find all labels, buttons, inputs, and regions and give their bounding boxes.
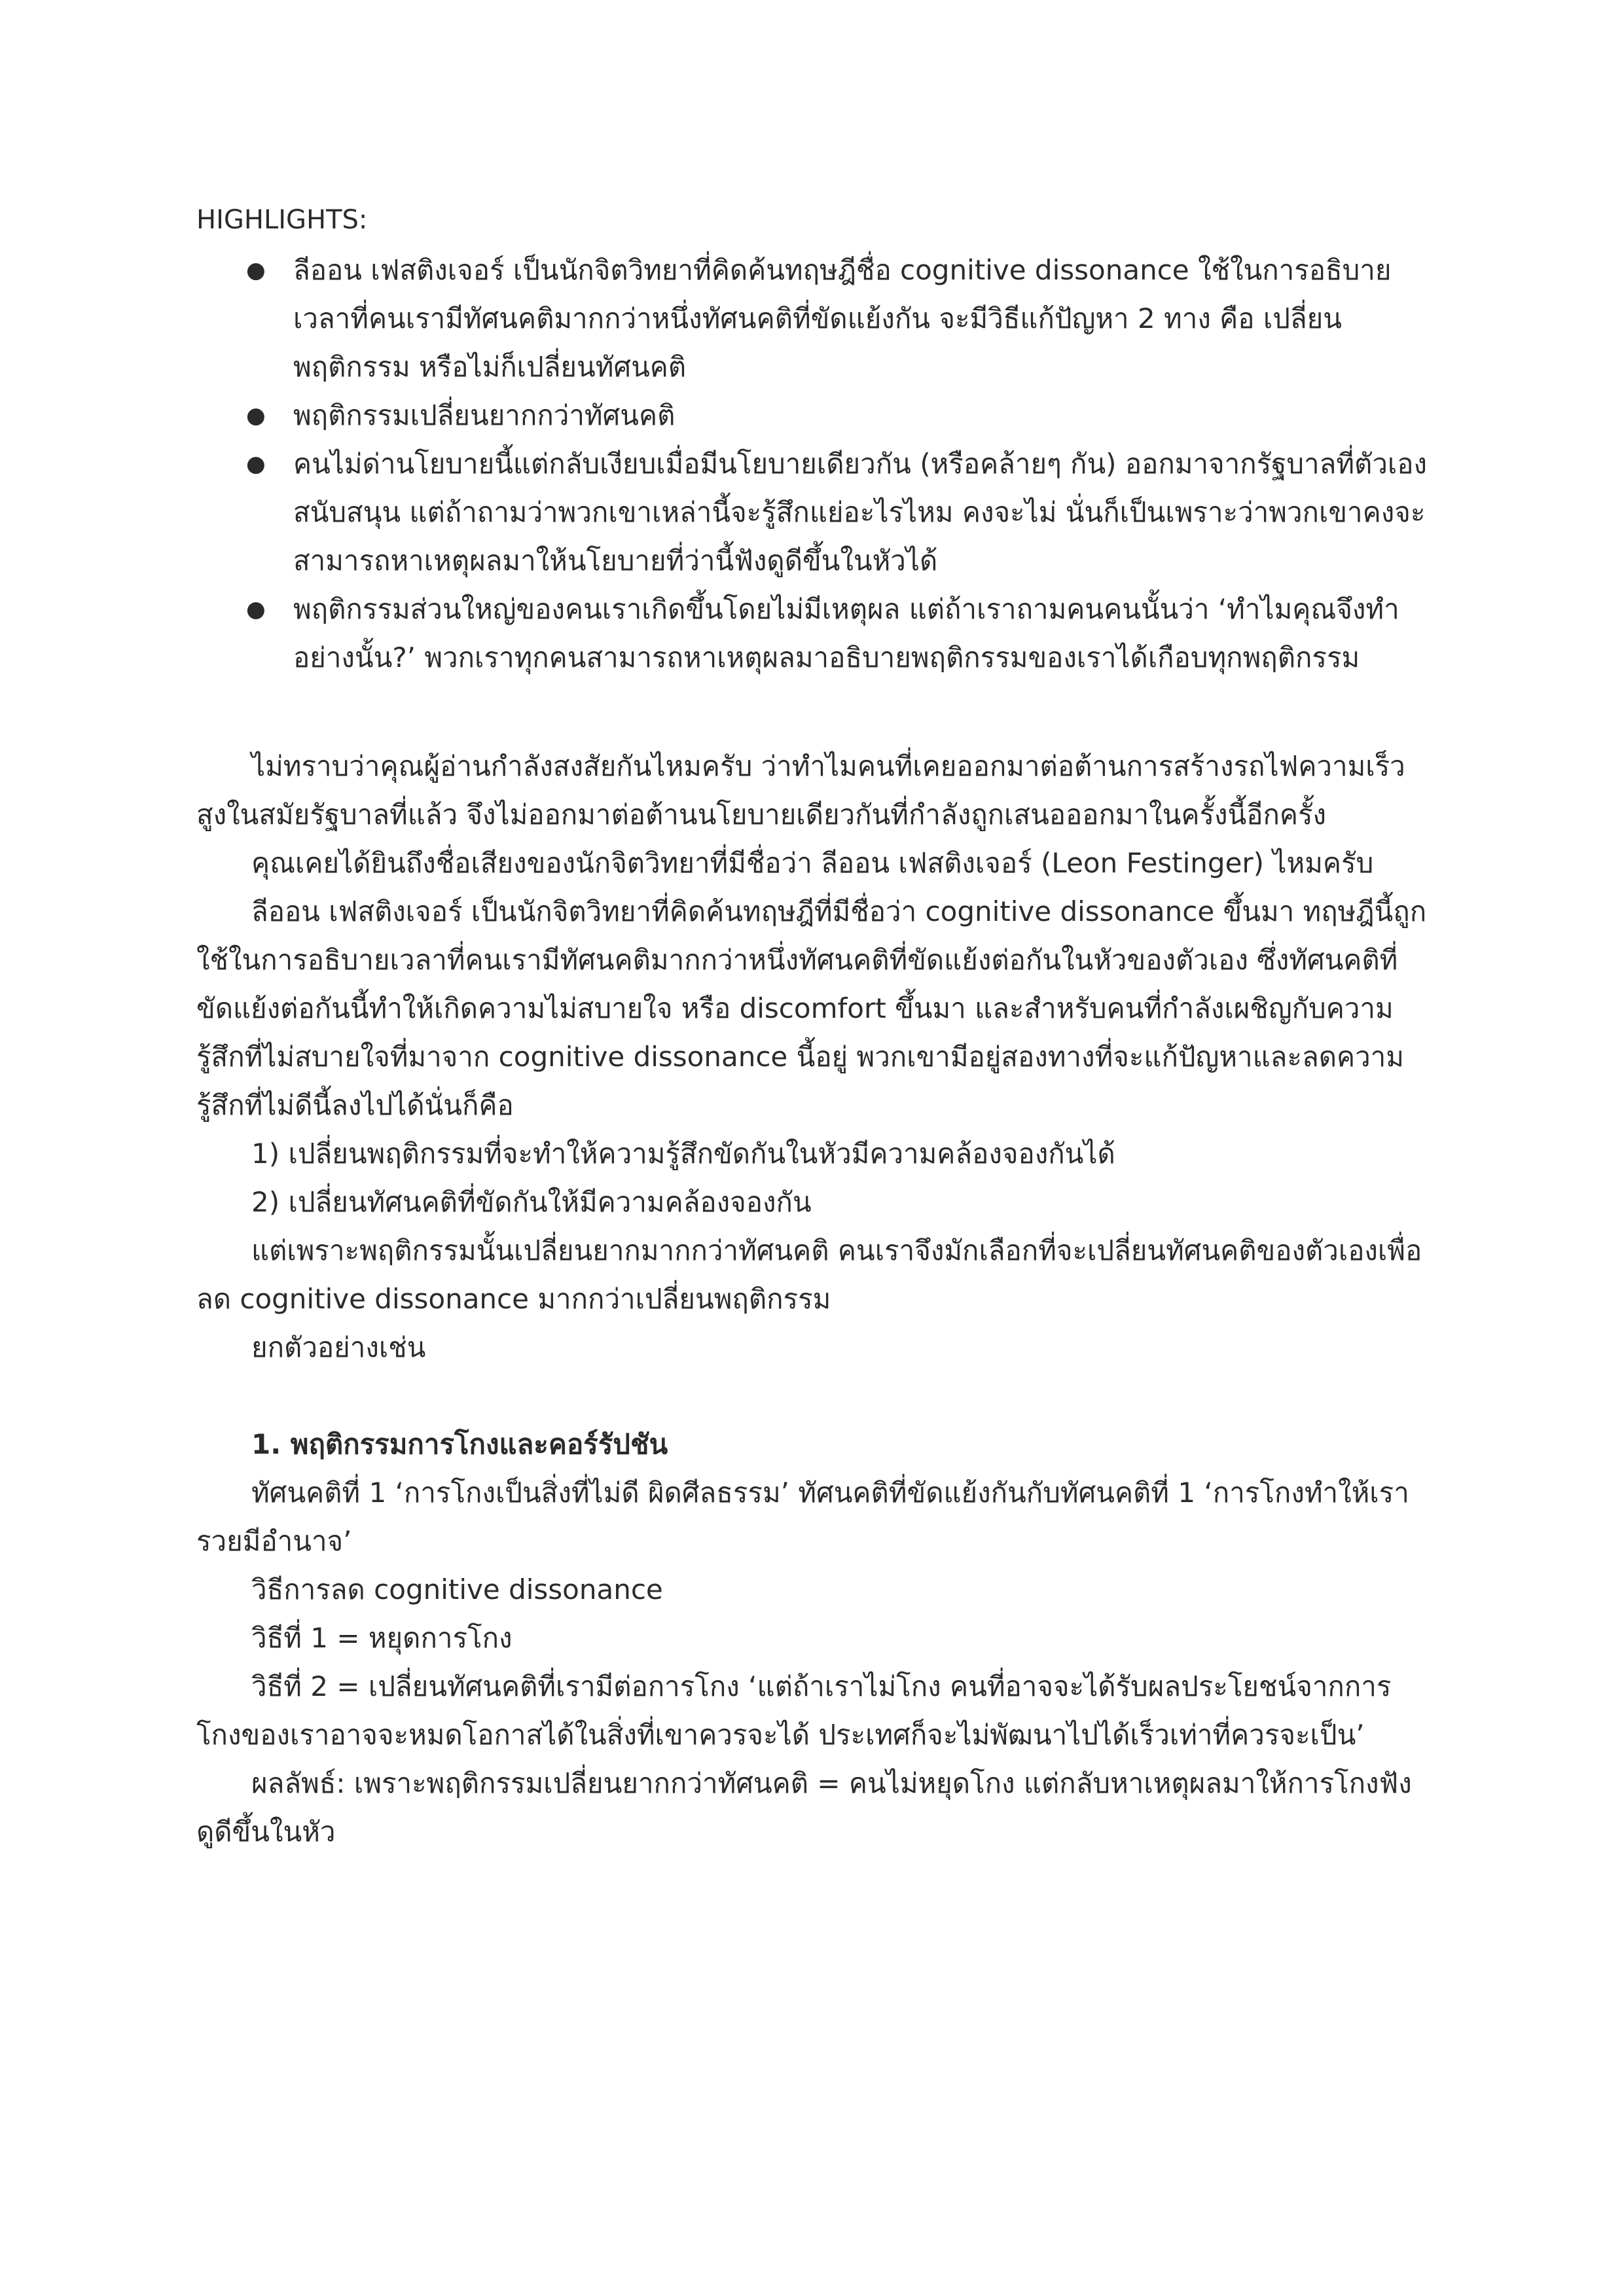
- intro-section: [196, 742, 1427, 1372]
- highlight-text: พฤติกรรมส่วนใหญ่ของคนเราเกิดขึ้นโดยไม่มีเหตุผล แต่ถ้าเราถามคนคนนั้นว่า ‘ทำไมคุณจึงทำอย่างนั้น?’ พวกเราทุกคนสามารถหาเหตุผลมาอธิบายพฤติกรรมของเราได้เกือบทุกพฤติกรรม: [293, 593, 1399, 673]
- option-2: 2) เปลี่ยนทัศนคติที่ขัดกันให้มีความคล้องจองกัน: [251, 1186, 812, 1218]
- intro-paragraph-3: ลีออน เฟสติงเจอร์ เป็นนักจิตวิทยาที่คิดค้นทฤษฎีที่มีชื่อว่า cognitive dissonance ขึ้นมา ทฤษฎีนี้ถูกใช้ในการอธิบายเวลาที่คนเรามีทัศนคติมากกว่าหนึ่งทัศนคติที่ขัดแย้งต่อกันในหัวของตัวเอง ซึ่งทัศนคติที่ขัดแย้งต่อกันนี้ทำให้เกิดความไม่สบายใจ หรือ discomfort ขึ้นมา และสำหรับคนที่กำลังเผชิญกับความรู้สึกที่ไม่สบายใจที่มาจาก cognitive dissonance นี้อยู่ พวกเขามีอยู่สองทางที่จะแก้ปัญหาและลดความรู้สึกที่ไม่ดีนี้ลงไปได้นั่นก็คือ: [196, 895, 1427, 1121]
- reduce-method-label: วิธีการลด cognitive dissonance: [251, 1573, 663, 1605]
- method-2: วิธีที่ 2 = เปลี่ยนทัศนคติที่เรามีต่อการโกง ‘แต่ถ้าเราไม่โกง คนที่อาจจะได้รับผลประโยชน์จากการโกงของเราอาจจะหมดโอกาสได้ในสิ่งที่เขาควรจะได้ ประเทศก็จะไม่พัฒนาไปได้เร็วเท่าที่ควรจะเป็น’: [196, 1670, 1392, 1751]
- highlights-list: [196, 246, 1427, 682]
- highlights-title: HIGHLIGHTS:: [196, 205, 368, 235]
- intro-paragraph-2: คุณเคยได้ยินถึงชื่อเสียงของนักจิตวิทยาที่มีชื่อว่า ลีออน เฟสติงเจอร์ (Leon Festinger) ไหมครับ: [251, 847, 1374, 879]
- bullet-icon: ●: [246, 257, 266, 283]
- example-lead: ยกตัวอย่างเช่น: [251, 1331, 426, 1363]
- intro-paragraph-1: ไม่ทราบว่าคุณผู้อ่านกำลังสงสัยกันไหมครับ ว่าทำไมคนที่เคยออกมาต่อต้านการสร้างรถไฟความเร็วสูงในสมัยรัฐบาลที่แล้ว จึงไม่ออกมาต่อต้านนโยบายเดียวกันที่กำลังถูกเสนอออกมาในครั้งนี้อีกครั้ง: [196, 750, 1405, 831]
- bullet-icon: ●: [246, 403, 266, 429]
- highlight-text: พฤติกรรมเปลี่ยนยากกว่าทัศนคติ: [293, 399, 676, 431]
- highlight-text: ลีออน เฟสติงเจอร์ เป็นนักจิตวิทยาที่คิดค้นทฤษฎีชื่อ cognitive dissonance ใช้ในการอธิบายเวลาที่คนเรามีทัศนคติมากกว่าหนึ่งทัศนคติที่ขัดแย้งกัน จะมีวิธีแก้ปัญหา 2 ทาง คือ เปลี่ยนพฤติกรรม หรือไม่ก็เปลี่ยนทัศนคติ: [293, 254, 1392, 383]
- highlight-item: [196, 440, 1427, 585]
- intro-paragraph-6: แต่เพราะพฤติกรรมนั้นเปลี่ยนยากมากกว่าทัศนคติ คนเราจึงมักเลือกที่จะเปลี่ยนทัศนคติของตัวเองเพื่อลด cognitive dissonance มากกว่าเปลี่ยนพฤติกรรม: [196, 1234, 1422, 1315]
- highlights-section: [196, 196, 1427, 682]
- section-1-heading: 1. พฤติกรรมการโกงและคอร์รัปชัน: [251, 1428, 668, 1460]
- bullet-icon: ●: [246, 596, 266, 622]
- highlight-item: [196, 585, 1427, 682]
- method-1: วิธีที่ 1 = หยุดการโกง: [251, 1622, 513, 1654]
- option-1: 1) เปลี่ยนพฤติกรรมที่จะทำให้ความรู้สึกขัดกันในหัวมีความคล้องจองกันได้: [251, 1138, 1115, 1170]
- highlight-item: [196, 246, 1427, 391]
- result: ผลลัพธ์: เพราะพฤติกรรมเปลี่ยนยากกว่าทัศนคติ = คนไม่หยุดโกง แต่กลับหาเหตุผลมาให้การโกงฟังดูดีขึ้นในหัว: [196, 1767, 1412, 1848]
- attitude-conflict: ทัศนคติที่ 1 ‘การโกงเป็นสิ่งที่ไม่ดี ผิดศีลธรรม’ ทัศนคติที่ขัดแย้งกันกับทัศนคติที่ 1 ‘การโกงทำให้เรารวยมีอำนาจ’: [196, 1477, 1409, 1557]
- highlight-text: คนไม่ด่านโยบายนี้แต่กลับเงียบเมื่อมีนโยบายเดียวกัน (หรือคล้ายๆ กัน) ออกมาจากรัฐบาลที่ตัวเองสนับสนุน แต่ถ้าถามว่าพวกเขาเหล่านี้จะรู้สึกแย่อะไรไหม คงจะไม่ นั่นก็เป็นเพราะว่าพวกเขาคงจะสามารถหาเหตุผลมาให้นโยบายที่ว่านี้ฟังดูดีขึ้นในหัวได้: [293, 448, 1428, 577]
- document-page: [196, 196, 1427, 1856]
- highlight-item: [196, 391, 1427, 440]
- section-1: [196, 1420, 1427, 1856]
- bullet-icon: ●: [246, 451, 266, 477]
